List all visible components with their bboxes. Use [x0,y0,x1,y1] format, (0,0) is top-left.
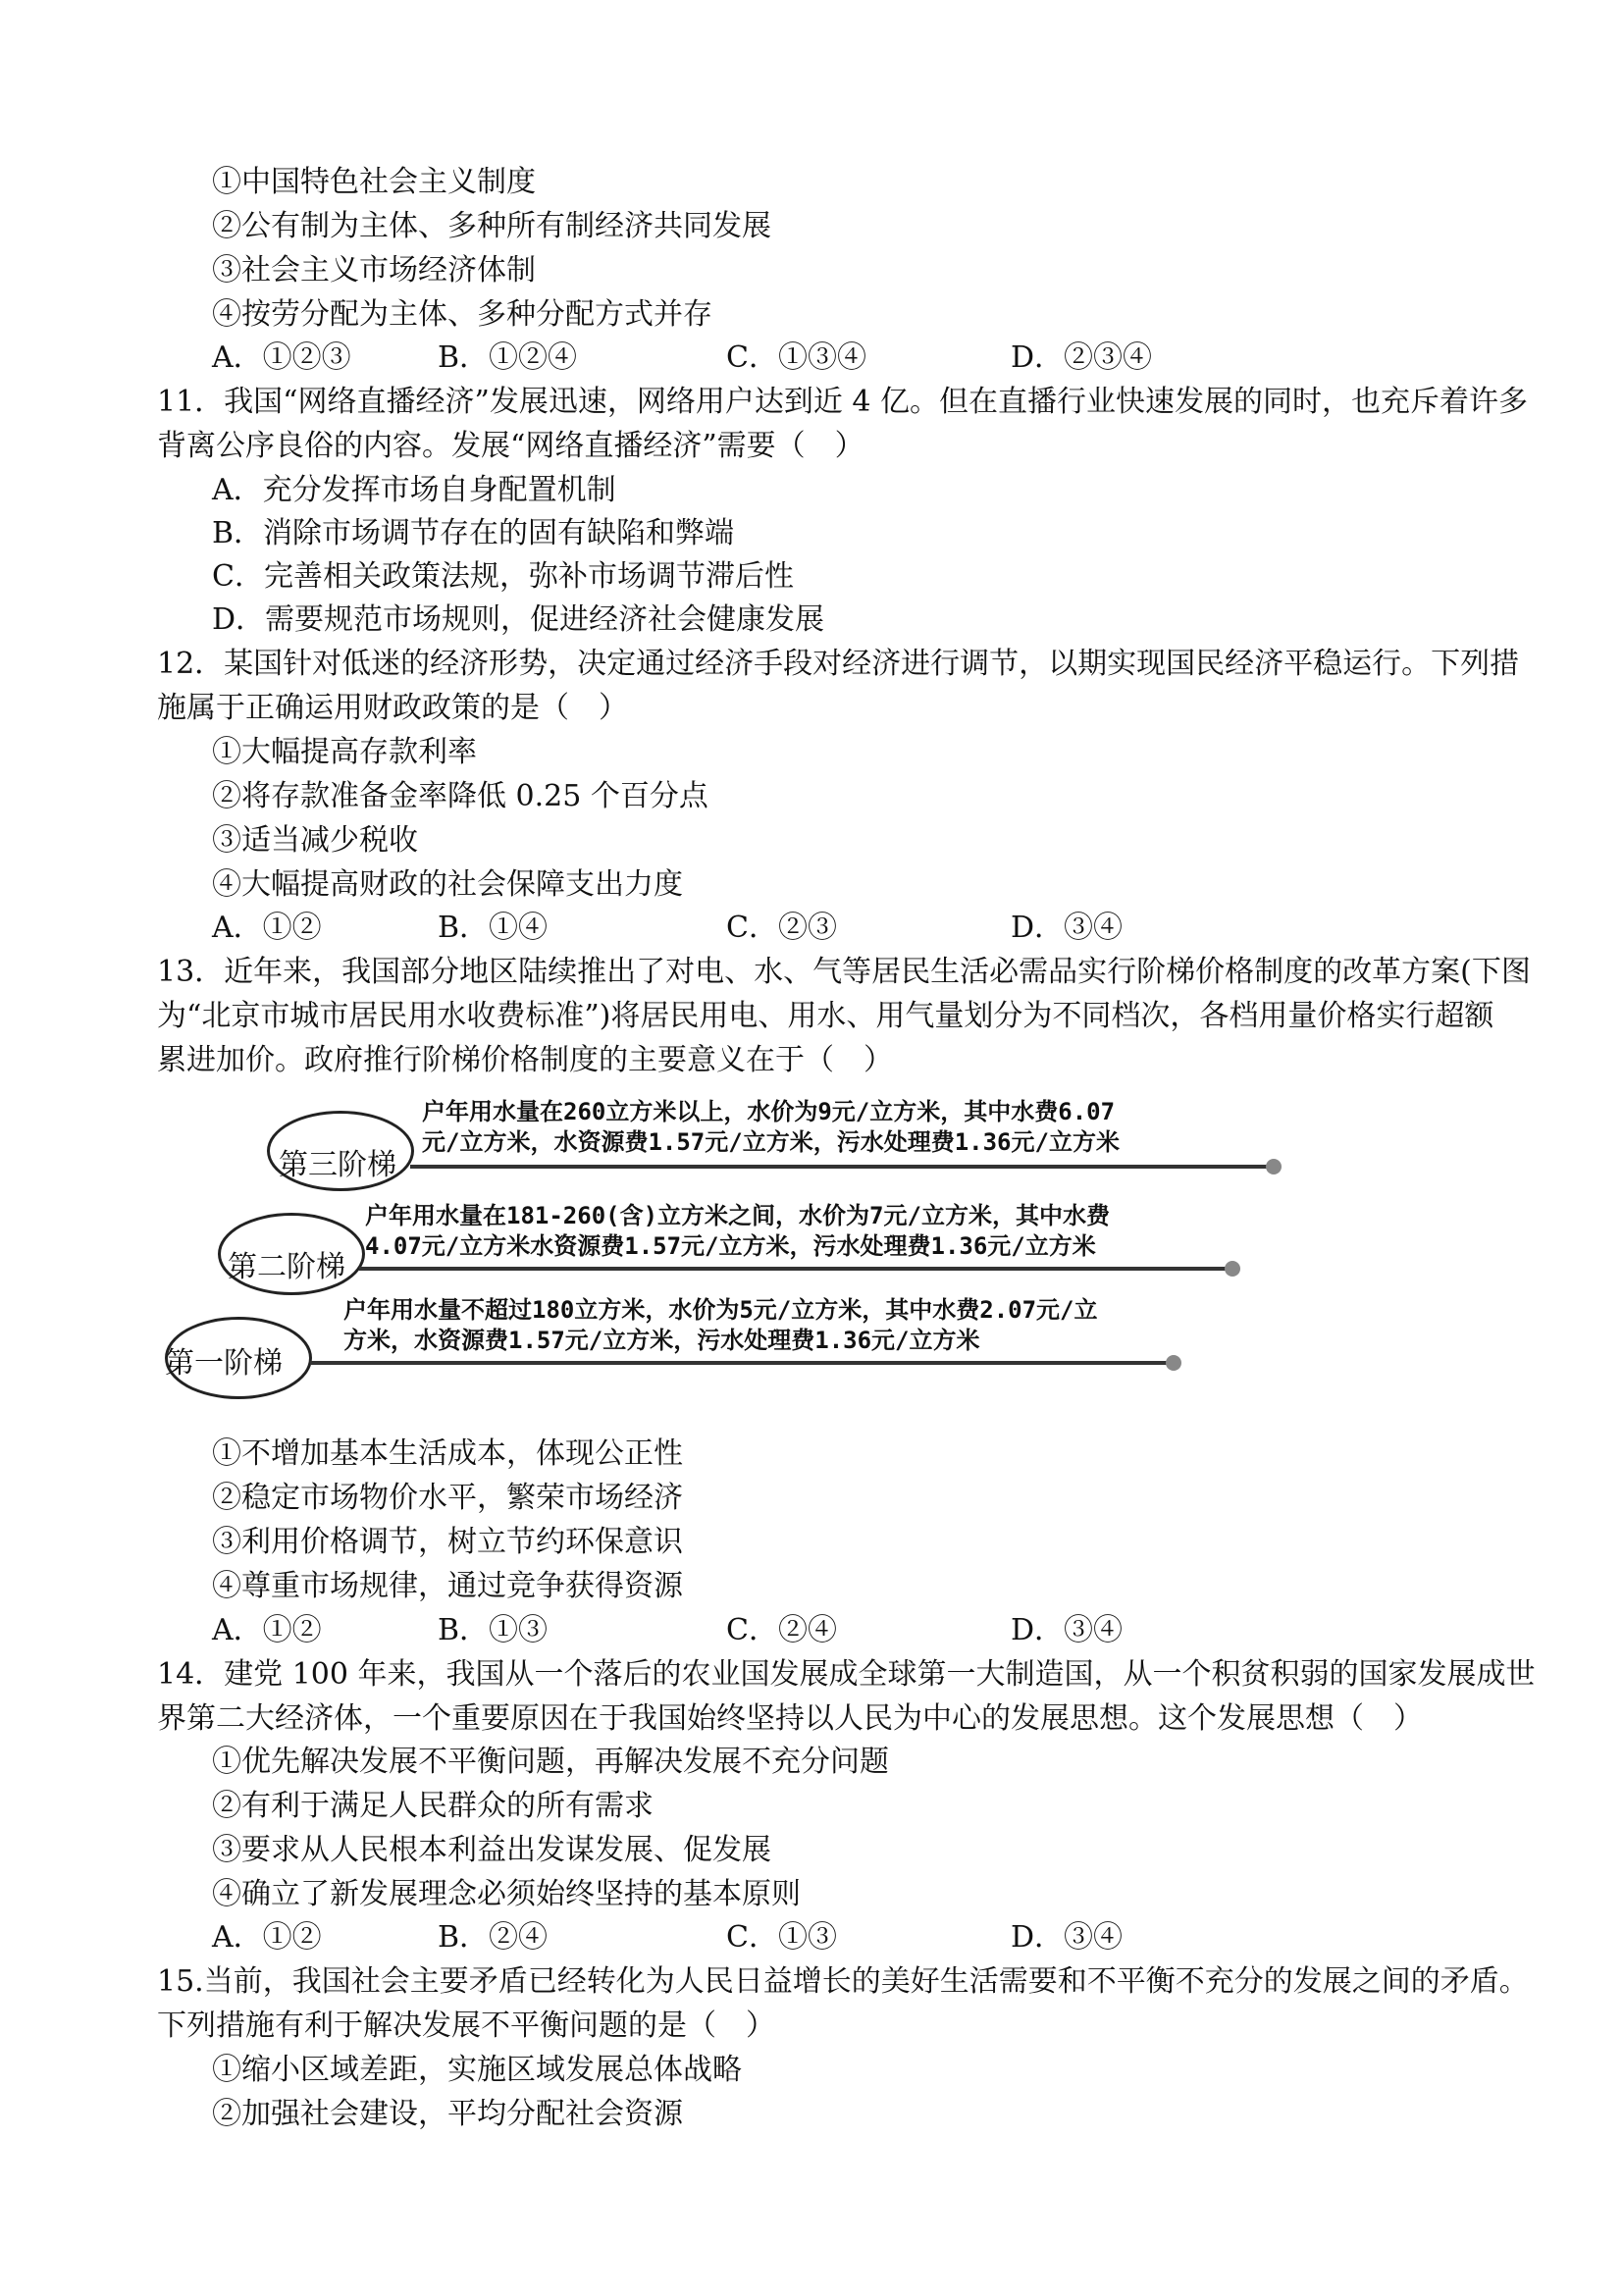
q10-item-4: ④按劳分配为主体、多种分配方式并存 [212,297,712,332]
q14-item-1: ①优先解决发展不平衡问题，再解决发展不充分问题 [212,1745,889,1779]
q14-option-b: B．②④ [438,1920,549,1955]
tier-2-desc-line-2: 4.07元/立方米水资源费1.57元/立方米，污水处理费1.36元/立方米 [365,1232,1096,1260]
q10-item-2: ②公有制为主体、多种所有制经济共同发展 [212,209,771,243]
q14-option-d: D．③④ [1011,1920,1124,1955]
q13-option-a: A．①② [212,1613,322,1647]
tier-3-label: 第三阶梯 [279,1148,396,1182]
tier-3-desc-line-2: 元/立方米，水资源费1.57元/立方米，污水处理费1.36元/立方米 [422,1128,1120,1156]
q10-option-c: C．①③④ [726,340,866,375]
q12-item-1: ①大幅提高存款利率 [212,735,477,769]
q10-option-a: A．①②③ [212,340,351,375]
q11-stem-line-2: 背离公序良俗的内容。发展“网络直播经济”需要（ ） [157,429,864,463]
q15-stem-line-1: 15.当前，我国社会主要矛盾已经转化为人民日益增长的美好生活需要和不平衡不充分的发展之间的矛盾。 [157,1964,1529,1999]
q15-stem-line-2: 下列措施有利于解决发展不平衡问题的是（ ） [157,2009,775,2043]
tier-3-endpoint [1266,1159,1282,1174]
q14-item-3: ③要求从人民根本利益出发谋发展、促发展 [212,1833,771,1867]
tier-2-label: 第二阶梯 [228,1250,345,1284]
tier-3-bar [410,1165,1274,1169]
q13-stem-line-1: 13．近年来，我国部分地区陆续推出了对电、水、气等居民生活必需品实行阶梯价格制度的改革方案(下图 [157,955,1531,989]
q11-choice-d: D．需要规范市场规则，促进经济社会健康发展 [212,602,825,637]
q12-item-4: ④大幅提高财政的社会保障支出力度 [212,867,683,902]
q13-stem-line-3: 累进加价。政府推行阶梯价格制度的主要意义在于（ ） [157,1043,893,1077]
q11-choice-c: C．完善相关政策法规，弥补市场调节滞后性 [212,559,794,594]
q10-item-3: ③社会主义市场经济体制 [212,253,536,287]
q13-option-b: B．①③ [438,1613,549,1647]
q12-option-c: C．②③ [726,911,837,945]
q11-choice-b: B．消除市场调节存在的固有缺陷和弊端 [212,516,735,550]
q12-stem-line-1: 12．某国针对低迷的经济形势，决定通过经济手段对经济进行调节，以期实现国民经济平稳运行。下列措 [157,647,1520,681]
q14-item-2: ②有利于满足人民群众的所有需求 [212,1789,654,1823]
q13-item-1: ①不增加基本生活成本，体现公正性 [212,1436,683,1471]
q14-option-a: A．①② [212,1920,322,1955]
tier-3-desc-line-1: 户年用水量在260立方米以上，水价为9元/立方米，其中水费6.07 [422,1098,1116,1125]
q12-item-2: ②将存款准备金率降低 0.25 个百分点 [212,779,708,813]
q11-stem-line-1: 11．我国“网络直播经济”发展迅速，网络用户达到近 4 亿。但在直播行业快速发展的同时，也充斥着许多 [157,385,1529,419]
q13-stem-line-2: 为“北京市城市居民用水收费标准”)将居民用电、用水、用气量划分为不同档次，各档用量价格实行超额 [157,999,1494,1033]
tier-1-bar [310,1361,1174,1365]
tier-2-endpoint [1225,1261,1240,1277]
tier-1-desc-line-2: 方米，水资源费1.57元/立方米，污水处理费1.36元/立方米 [343,1327,980,1354]
q15-item-2: ②加强社会建设，平均分配社会资源 [212,2097,683,2131]
q13-option-c: C．②④ [726,1613,837,1647]
q12-item-3: ③适当减少税收 [212,823,418,858]
tier-2-desc-line-1: 户年用水量在181-260(含)立方米之间，水价为7元/立方米，其中水费 [365,1202,1110,1229]
q13-item-2: ②稳定市场物价水平，繁荣市场经济 [212,1481,683,1515]
q14-item-4: ④确立了新发展理念必须始终坚持的基本原则 [212,1877,801,1911]
q13-item-4: ④尊重市场规律，通过竞争获得资源 [212,1569,683,1603]
q10-option-d: D．②③④ [1011,340,1153,375]
q14-option-c: C．①③ [726,1920,837,1955]
q11-choice-a: A．充分发挥市场自身配置机制 [212,473,616,507]
q12-option-a: A．①② [212,911,322,945]
q14-stem-line-1: 14．建党 100 年来，我国从一个落后的农业国发展成全球第一大制造国，从一个积贫积弱的国家发展成世 [157,1657,1536,1692]
tier-1-desc-line-1: 户年用水量不超过180立方米，水价为5元/立方米，其中水费2.07元/立 [343,1296,1098,1324]
q12-option-d: D．③④ [1011,911,1124,945]
tier-1-endpoint [1166,1355,1181,1371]
q12-option-b: B．①④ [438,911,549,945]
tier-2-bar [359,1267,1232,1271]
q10-option-b: B．①②④ [438,340,578,375]
q12-stem-line-2: 施属于正确运用财政政策的是（ ） [157,691,628,725]
q10-item-1: ①中国特色社会主义制度 [212,165,536,199]
q13-item-3: ③利用价格调节，树立节约环保意识 [212,1525,683,1559]
q14-stem-line-2: 界第二大经济体，一个重要原因在于我国始终坚持以人民为中心的发展思想。这个发展思想（ ） [157,1701,1423,1736]
q15-item-1: ①缩小区域差距，实施区域发展总体战略 [212,2053,742,2087]
q13-option-d: D．③④ [1011,1613,1124,1647]
tier-1-label: 第一阶梯 [165,1346,283,1381]
